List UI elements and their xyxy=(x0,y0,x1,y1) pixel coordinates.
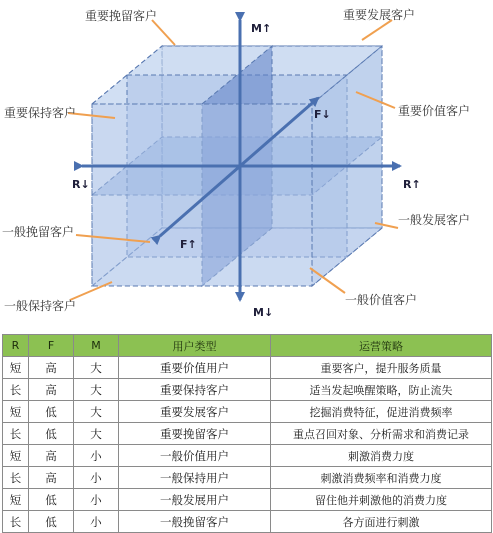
label-general-develop: 一般发展客户 xyxy=(398,213,471,227)
cell-strategy: 重要客户，提升服务质量 xyxy=(271,357,492,379)
label-important-develop: 重要发展客户 xyxy=(343,8,416,22)
r-up-label: R↑ xyxy=(403,178,421,191)
cell-m: 大 xyxy=(74,423,119,445)
table-row xyxy=(3,423,492,445)
rfm-strategy-table xyxy=(2,334,492,533)
cell-r: 短 xyxy=(3,401,29,423)
cell-f: 高 xyxy=(29,357,74,379)
f-down-label: F↓ xyxy=(314,108,331,121)
cell-f: 高 xyxy=(29,379,74,401)
table-row xyxy=(3,489,492,511)
label-important-retain: 重要保持客户 xyxy=(4,106,77,120)
cell-m: 大 xyxy=(74,357,119,379)
label-important-value: 重要价值客户 xyxy=(398,104,471,118)
cell-r: 短 xyxy=(3,357,29,379)
cell-strategy: 挖掘消费特征，促进消费频率 xyxy=(271,401,492,423)
cell-strategy: 刺激消费力度 xyxy=(271,445,492,467)
cell-r: 短 xyxy=(3,445,29,467)
cell-user-type: 一般保持用户 xyxy=(119,467,271,489)
header-r: R xyxy=(3,335,29,357)
cell-r: 长 xyxy=(3,379,29,401)
cell-user-type: 重要挽留客户 xyxy=(119,423,271,445)
cell-r: 长 xyxy=(3,467,29,489)
cell-strategy: 刺激消费频率和消费力度 xyxy=(271,467,492,489)
cell-r: 长 xyxy=(3,423,29,445)
table-row xyxy=(3,445,492,467)
header-strategy: 运营策略 xyxy=(271,335,492,357)
cell-f: 高 xyxy=(29,445,74,467)
cell-user-type: 一般挽留客户 xyxy=(119,511,271,533)
table-row xyxy=(3,379,492,401)
cell-m: 大 xyxy=(74,401,119,423)
label-general-retain: 一般保持客户 xyxy=(4,299,77,313)
cell-user-type: 重要价值用户 xyxy=(119,357,271,379)
label-important-winback: 重要挽留客户 xyxy=(85,9,158,23)
cell-r: 短 xyxy=(3,489,29,511)
cell-user-type: 重要发展客户 xyxy=(119,401,271,423)
cell-m: 小 xyxy=(74,445,119,467)
cell-user-type: 一般价值用户 xyxy=(119,445,271,467)
cell-f: 低 xyxy=(29,489,74,511)
cell-f: 低 xyxy=(29,401,74,423)
cell-user-type: 一般发展用户 xyxy=(119,489,271,511)
table-row xyxy=(3,401,492,423)
header-f: F xyxy=(29,335,74,357)
label-general-winback: 一般挽留客户 xyxy=(2,225,75,239)
cell-strategy: 各方面进行刺激 xyxy=(271,511,492,533)
cell-strategy: 适当发起唤醒策略，防止流失 xyxy=(271,379,492,401)
cell-f: 低 xyxy=(29,511,74,533)
cell-strategy: 重点召回对象、分析需求和消费记录 xyxy=(271,423,492,445)
label-general-value: 一般价值客户 xyxy=(345,293,418,307)
cell-f: 高 xyxy=(29,467,74,489)
m-down-label: M↓ xyxy=(253,306,274,319)
cell-user-type: 重要保持客户 xyxy=(119,379,271,401)
header-m: M xyxy=(74,335,119,357)
cell-strategy: 留住他并刺激他的消费力度 xyxy=(271,489,492,511)
table-row xyxy=(3,467,492,489)
cell-m: 小 xyxy=(74,489,119,511)
cell-m: 小 xyxy=(74,511,119,533)
cell-m: 小 xyxy=(74,467,119,489)
table-row xyxy=(3,357,492,379)
r-down-label: R↓ xyxy=(72,178,90,191)
m-up-label: M↑ xyxy=(251,22,272,35)
table-header-row xyxy=(3,335,492,357)
cell-m: 大 xyxy=(74,379,119,401)
table-row xyxy=(3,511,492,533)
cell-r: 长 xyxy=(3,511,29,533)
f-up-label: F↑ xyxy=(180,238,197,251)
header-user-type: 用户类型 xyxy=(119,335,271,357)
cell-f: 低 xyxy=(29,423,74,445)
